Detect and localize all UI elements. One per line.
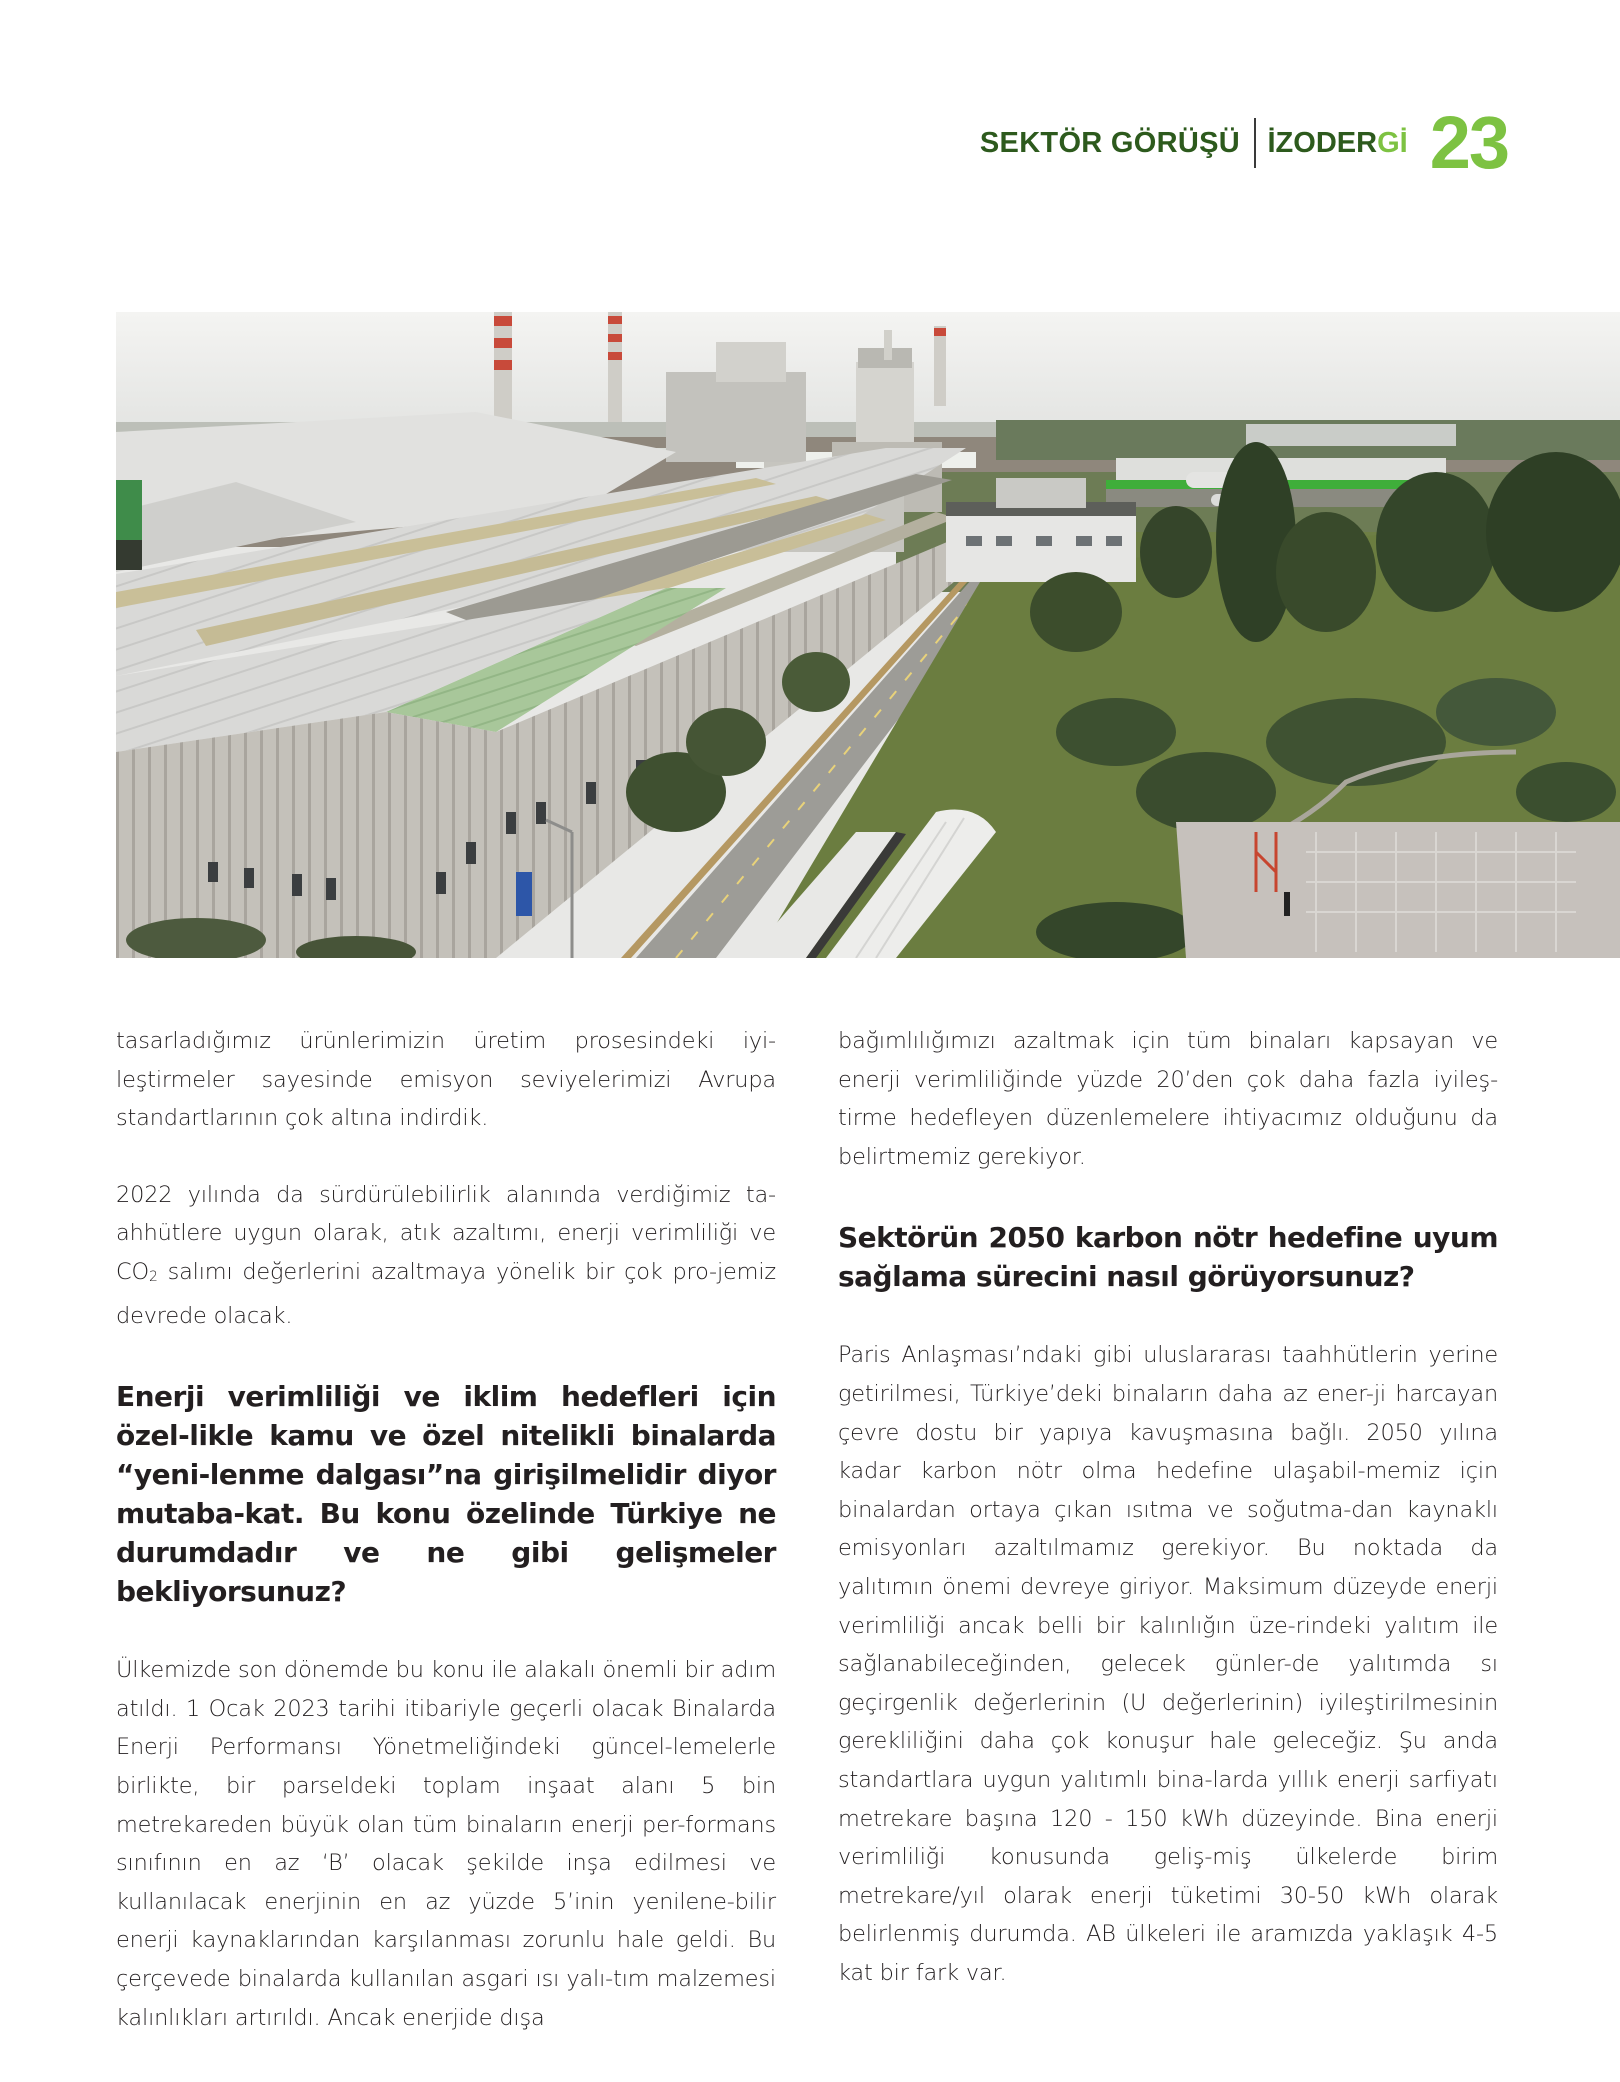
blue-entrance-door (516, 872, 532, 916)
right-column (838, 1022, 1498, 1992)
section-label: SEKTÖR GÖRÜŞÜ (979, 126, 1240, 159)
paragraph-text: salımı değerlerini azaltmaya yönelik bir çok pro-jemiz devrede olacak. (116, 1258, 776, 1329)
magazine-name-accent: Gİ (1377, 126, 1408, 159)
paved-yard (1176, 822, 1620, 958)
interview-question: Sektörün 2050 karbon nötr hedefine uyum sağlama sürecini nasıl görüyorsunuz? (838, 1221, 1498, 1294)
header-divider (1254, 118, 1256, 168)
left-column (116, 1022, 776, 2037)
chimney (934, 326, 946, 406)
magazine-name-main: İZODER (1267, 126, 1378, 159)
factory-facade (116, 712, 386, 958)
interview-question: Enerji verimliliği ve iklim hedefleri için özel-likle kamu ve özel nitelikli binalarda “yeni-lenme dalgası”na girişilmelidir diyor mutaba-kat. Bu konu özelinde Türkiye ne durumdadır ve ne gibi gelişmeler bekliyorsunuz? (116, 1380, 776, 1609)
factory-photo (116, 312, 1620, 958)
paragraph-text: 2022 yılında da sürdürülebilirlik alanında verdiğimiz ta-ahhütlere uygun olarak, atık azaltımı, enerji verimliliği ve CO (116, 1181, 776, 1285)
factory-photo-illustration (116, 312, 1620, 958)
chimney (608, 312, 622, 422)
paragraph: bağımlılığımızı azaltmak için tüm binaları kapsayan ve enerji verimliliğinde yüzde 20’den çok daha fazla iyileş-tirme hedefleyen düzenlemelere ihtiyacımız olduğunu da belirtmemiz gerekiyor. (838, 1028, 1498, 1170)
office-building (946, 512, 1136, 582)
page-number: 23 (1429, 101, 1508, 184)
worker-figure (1284, 892, 1290, 916)
co2-subscript: 2 (148, 1268, 158, 1285)
paragraph: Ülkemizde son dönemde bu konu ile alakalı önemli bir adım atıldı. 1 Ocak 2023 tarihi itibariyle geçerli olacak Binalarda Enerji Performansı Yönetmeliğindeki güncel-lemelerle birlikte, bir parseldeki toplam inşaat alanı 5 bin metrekareden büyük olan tüm binaların enerji per-formans sınıfının en az ‘B’ olacak şekilde inşa edilmesi ve kullanılacak enerjinin en az yüzde 5’inin yenilene-bilir enerji kaynaklarından karşılanması zorunlu hale geldi. Bu çerçevede binalarda kullanılan asgari ısı yalı-tım malzemesi kalınlıkları artırıldı. Ancak enerjide dışa (116, 1657, 776, 2031)
paragraph: Paris Anlaşması’ndaki gibi uluslararası taahhütlerin yerine getirilmesi, Türkiye’deki binaların daha az ener-ji harcayan çevre dostu bir yapıya kavuşmasına bağlı. 2050 yılına kadar karbon nötr olma hedefine ulaşabil-memiz için binalardan ortaya çıkan ısıtma ve soğutma-dan kaynaklı emisyonları azaltılmamız gerekiyor. Bu noktada da yalıtımın önemi devreye giriyor. Maksimum düzeyde enerji verimliliği ancak belli bir kalınlığın üze-rindeki yalıtım ile sağlanabileceğinden, gelecek günler-de yalıtımda sı geçirgenlik değerlerinin (U değerlerinin) iyileştirilmesinin gerekliliğini daha çok konuşur hale geleceğiz. Şu anda standartlara uygun yalıtımlı bina-larda yıllık enerji sarfiyatı metrekare başına 120 - 150 kWh düzeyinde. Bina enerji verimliliği konusunda geliş-miş ülkelerde birim metrekare/yıl olarak enerji tüketimi 30-50 kWh olarak belirlenmiş durumda. AB ülkeleri ile aramızda yaklaşık 4-5 kat bir fark var. (838, 1342, 1498, 1986)
page-header (979, 101, 1508, 184)
paragraph: tasarladığımız ürünlerimizin üretim prosesindeki iyi-leştirmeler sayesinde emisyon seviyelerimizi Avrupa standartlarının çok altına indirdik. (116, 1028, 776, 1132)
magazine-name (1268, 127, 1408, 160)
paragraph (116, 1176, 776, 1335)
